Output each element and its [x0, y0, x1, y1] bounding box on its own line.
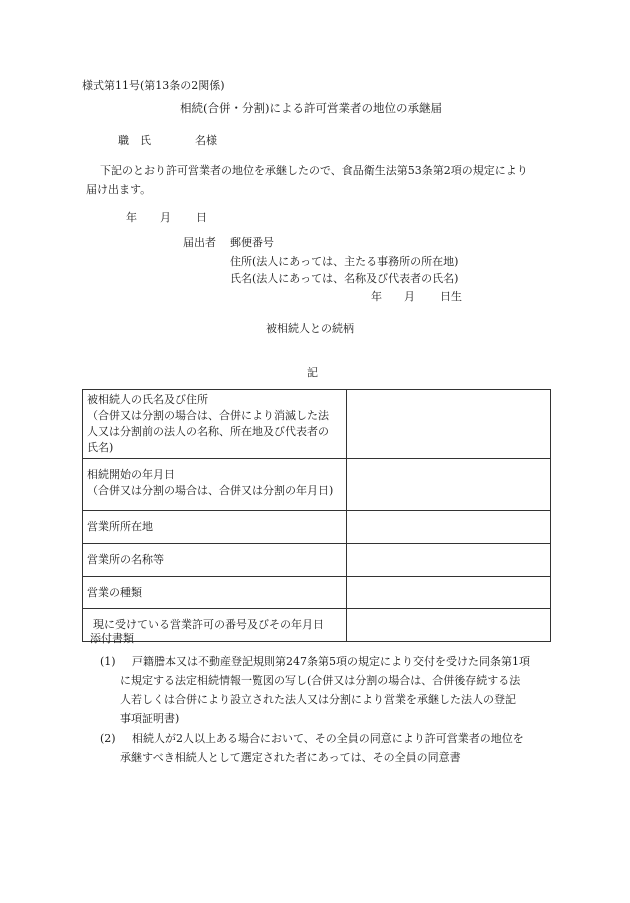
date-month: 月 [160, 211, 171, 224]
deceased-name-address-input[interactable] [347, 390, 551, 459]
item-text: 相続人が2人以上ある場合において、その全員の同意により許可営業者の地位を [132, 732, 524, 745]
address-label: 住所(法人にあっては、主たる事務所の所在地) [230, 255, 459, 268]
row-label-note: （合併又は分割の場合は、合併により消滅した法 [87, 409, 329, 422]
row-label-note: 氏名) [87, 441, 114, 454]
table-row [83, 577, 551, 609]
attachments-heading: 添付書類 [90, 632, 134, 645]
item-text: に規定する法定相続情報一覧図の写し(合併又は分割の場合は、合併後存続する法 [120, 674, 521, 687]
birth-day: 日生 [440, 290, 462, 303]
ki-heading: 記 [307, 366, 318, 379]
document-title: 相続(合併・分割)による許可営業者の地位の承継届 [180, 101, 442, 115]
business-type-cell: 営業の種類 [83, 577, 347, 609]
item-text: 戸籍謄本又は不動産登記規則第247条第5項の規定により交付を受けた同条第1項 [132, 655, 530, 668]
notifier-label: 届出者 [183, 236, 216, 249]
addressee-role-2: 氏 [140, 134, 151, 147]
record-table [82, 389, 551, 642]
addressee-role-1: 職 [118, 134, 129, 147]
office-name-cell: 営業所の名称等 [83, 544, 347, 577]
row-label-note: 人又は分割前の法人の名称、所在地及び代表者の [87, 425, 329, 438]
table-row [83, 390, 551, 459]
office-location-input[interactable] [347, 511, 551, 544]
row-label: 相続開始の年月日 [87, 468, 175, 481]
statement-line-1: 下記のとおり許可営業者の地位を承継したので、食品衛生法第53条第2項の規定により [100, 164, 528, 177]
birth-year: 年 [371, 290, 382, 303]
birth-month: 月 [404, 290, 415, 303]
item-text: 事項証明書) [120, 712, 180, 725]
office-name-input[interactable] [347, 544, 551, 577]
postal-code-label: 郵便番号 [230, 236, 274, 249]
item-number: (2) [100, 732, 116, 745]
item-number: (1) [100, 655, 116, 668]
statement-line-2: 届け出ます。 [86, 183, 152, 196]
table-row [83, 459, 551, 511]
inheritance-start-date-cell [83, 459, 347, 511]
date-day: 日 [196, 211, 207, 224]
name-label: 氏名(法人にあっては、名称及び代表者の氏名) [230, 272, 459, 285]
date-year: 年 [126, 211, 137, 224]
current-permit-input[interactable] [347, 609, 551, 642]
deceased-name-address-cell [83, 390, 347, 459]
table-row [83, 609, 551, 642]
office-location-cell: 営業所所在地 [83, 511, 347, 544]
relation-label: 被相続人との続柄 [266, 322, 354, 335]
attachment-item-2 [100, 731, 524, 747]
item-text: 承継すべき相続人として選定された者にあっては、その全員の同意書 [120, 751, 461, 764]
business-type-input[interactable] [347, 577, 551, 609]
inheritance-start-date-input[interactable] [347, 459, 551, 511]
attachment-item-1 [100, 654, 530, 670]
table-row [83, 544, 551, 577]
addressee-honorific: 名様 [195, 134, 217, 147]
row-label-note: （合併又は分割の場合は、合併又は分割の年月日) [87, 484, 334, 497]
row-label: 被相続人の氏名及び住所 [87, 393, 208, 406]
form-number: 様式第11号(第13条の2関係) [82, 79, 225, 92]
table-row [83, 511, 551, 544]
item-text: 人若しくは合併により設立された法人又は分割により営業を承継した法人の登記 [120, 693, 516, 706]
current-permit-cell: 現に受けている営業許可の番号及びその年月日 [83, 609, 347, 642]
